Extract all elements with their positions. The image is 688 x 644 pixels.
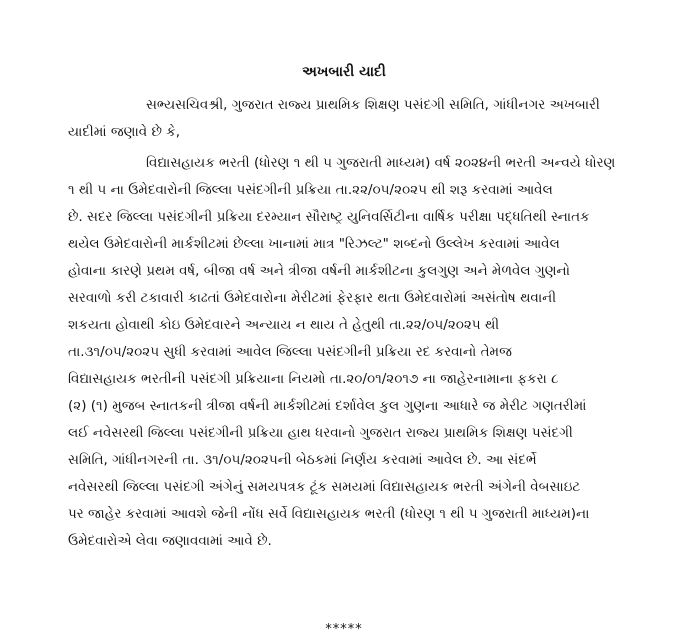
- intro-line-2: યાદીમાં જણાવે છે કે,: [68, 124, 181, 140]
- main-line-3: છે. સદર જિલ્લા પસંદગીની પ્રક્રિયા દરમ્યાન સૌરાષ્ટ્ર યુનિવર્સિટીના વાર્ષિક પરીક્ષા પદ્ધતિથી સ્નાતક: [68, 209, 590, 225]
- main-line-4: થયેલ ઉમેદવારોની માર્કશીટમાં છેલ્લા ખાનામાં માત્ર "રિઝલ્ટ" શબ્દનો ઉલ્લેખ કરવામાં આવેલ: [68, 236, 560, 252]
- main-line-7: શકયતા હોવાથી કોઇ ઉમેદવારને અન્યાય ન થાય તે હેતુથી તા.૨૨/૦૫/૨૦૨૫ થી: [68, 317, 500, 333]
- main-line-14: પર જાહેર કરવામાં આવશે જેની નોંધ સર્વે વિદ્યાસહાયક ભરતી (ધોરણ ૧ થી ૫ ગુજરાતી માધ્યમ)ના: [68, 506, 590, 522]
- main-line-13: નવેસરથી જિલ્લા પસંદગી અંગેનું સમયપત્રક ટૂંક સમયમાં વિદ્યાસહાયક ભરતી અંગેની વેબસાઇટ: [68, 479, 581, 495]
- main-line-5: હોવાના કારણે પ્રથમ વર્ષ, બીજા વર્ષ અને ત્રીજા વર્ષની માર્કશીટના કુલગુણ અને મેળવેલ ગુણનો: [68, 263, 570, 279]
- main-paragraph: [68, 150, 660, 555]
- main-line-12: સમિતિ, ગાંધીનગરની તા. ૩૧/૦૫/૨૦૨૫ની બેઠકમાં નિર્ણય કરવામાં આવેલ છે. આ સંદર્ભે: [68, 452, 537, 468]
- main-line-9: વિદ્યાસહાયક ભરતીની પસંદગી પ્રક્રિયાના નિયમો તા.૨૦/૦૧/૨૦૧૭ ના જાહેરનામાના ફકરા ૮: [68, 371, 559, 387]
- main-line-1: વિદ્યાસહાયક ભરતી (ધોરણ ૧ થી ૫ ગુજરાતી માધ્યમ) વર્ષ ૨૦૨૪ની ભરતી અન્વયે ધોરણ: [146, 155, 616, 171]
- intro-line-1: સભ્યસચિવશ્રી, ગુજરાત રાજ્ય પ્રાથમિક શિક્ષણ પસંદગી સમિતિ, ગાંધીનગર અખબારી: [146, 97, 600, 113]
- document-title: અખબારી યાદી: [302, 64, 386, 80]
- end-mark: *****: [325, 622, 363, 637]
- main-line-8: તા.૩૧/૦૫/૨૦૨૫ સુધી કરવામાં આવેલ જિલ્લા પસંદગીની પ્રક્રિયા રદ કરવાનો તેમજ: [68, 344, 512, 360]
- main-line-15: ઉમેદવારોએ લેવા જણાવવામાં આવે છે.: [68, 533, 272, 549]
- main-line-10: (૨) (૧) મુજબ સ્નાતકની ત્રીજા વર્ષની માર્કશીટમાં દર્શાવેલ કુલ ગુણના આધારે જ મેરીટ ગણતરીમાં: [68, 398, 587, 414]
- main-line-11: લઈ નવેસરથી જિલ્લા પસંદગીની પ્રક્રિયા હાથ ધરવાનો ગુજરાત રાજ્ય પ્રાથમિક શિક્ષણ પસંદગી: [68, 425, 573, 441]
- intro-paragraph: [68, 92, 660, 146]
- main-line-6: સરવાળો કરી ટકાવારી કાઢતાં ઉમેદવારોના મેરીટમાં ફેરફાર થતા ઉમેદવારોમાં અસંતોષ થવાની: [68, 290, 557, 306]
- main-line-2: ૧ થી ૫ ના ઉમેદવારોની જિલ્લા પસંદગીની પ્રક્રિયા તા.૨૨/૦૫/૨૦૨૫ થી શરૂ કરવામાં આવેલ: [68, 182, 553, 198]
